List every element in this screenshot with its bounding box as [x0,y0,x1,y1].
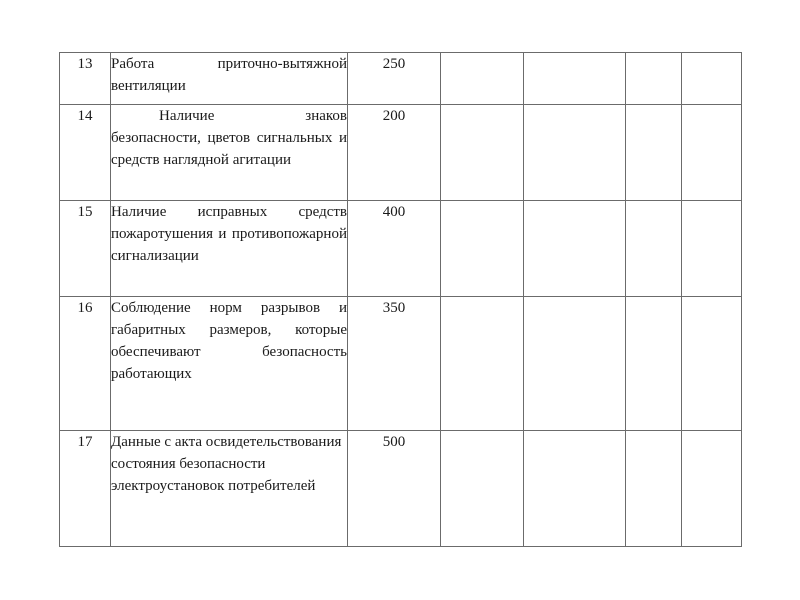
row-number: 17 [60,431,111,547]
empty-cell [626,105,682,201]
row-description: Наличие исправных средств пожаротушения и противопожарной сигнализации [111,201,348,297]
empty-cell [682,105,742,201]
empty-cell [441,431,524,547]
row-score: 200 [348,105,441,201]
row-score: 350 [348,297,441,431]
row-number: 15 [60,201,111,297]
row-score: 500 [348,431,441,547]
row-description: Соблюдение норм разрывов и габаритных размеров, которые обеспечивают безопасность работающих [111,297,348,431]
row-description: Данные с акта освидетельствования состояния безопасности электроустановок потребителей [111,431,348,547]
table-row [60,201,742,297]
empty-cell [441,297,524,431]
empty-cell [524,297,626,431]
empty-cell [626,297,682,431]
table-row [60,105,742,201]
empty-cell [524,201,626,297]
empty-cell [441,53,524,105]
row-description: Работа приточно-вытяжной вентиляции [111,53,348,105]
table-row [60,297,742,431]
empty-cell [682,431,742,547]
row-score: 250 [348,53,441,105]
row-description: Наличие знаков безопасности, цветов сигнальных и средств наглядной агитации [111,105,348,201]
empty-cell [441,201,524,297]
row-number: 16 [60,297,111,431]
empty-cell [626,53,682,105]
empty-cell [626,431,682,547]
empty-cell [524,105,626,201]
empty-cell [524,53,626,105]
row-number: 14 [60,105,111,201]
table-row [60,431,742,547]
empty-cell [682,53,742,105]
row-number: 13 [60,53,111,105]
criteria-table [59,52,742,547]
empty-cell [524,431,626,547]
empty-cell [682,201,742,297]
empty-cell [626,201,682,297]
empty-cell [682,297,742,431]
table-row [60,53,742,105]
row-score: 400 [348,201,441,297]
empty-cell [441,105,524,201]
